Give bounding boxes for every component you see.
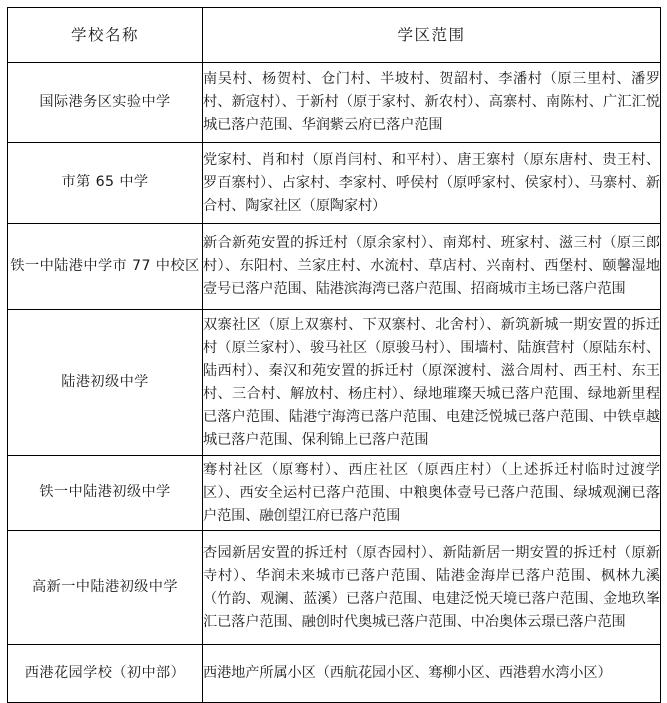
cell-school-name: 铁一中陆港中学市 77 中校区 [8,224,203,310]
cell-school-name: 西港花园学校（初中部） [8,645,203,703]
table-row [8,224,661,310]
cell-zone-range: 双寨社区（原上双寨村、下双寨村、北舍村）、新筑新城一期安置的拆迁村（原兰家村）、骏马社区（原骏马村）、围墙村、陆旗营村（原陆东村、陆西村）、秦汉和苑安置的拆迁村（原深渡村、滋合周村、西王村、东王村、三合村、解放村、杨庄村）、绿地璀璨天城已落户范围、绿地新里程已落户范围、陆港宁海湾已落户范围、电建泛悦城已落户范围、中铁卓越城已落户范围、保利锦上已落户范围 [203,310,661,456]
cell-zone-range: 骞村社区（原骞村）、西庄社区（原西庄村）（上述拆迁村临时过渡学区）、西安全运村已落户范围、中粮奥体壹号已落户范围、绿城观澜已落户范围、融创望江府已落户范围 [203,456,661,531]
table-row [8,531,661,645]
school-zone-table [7,7,661,703]
cell-school-name: 国际港务区实验中学 [8,63,203,143]
table-header-row [8,8,661,63]
table-row [8,63,661,143]
cell-school-name: 高新一中陆港初级中学 [8,531,203,645]
column-header-zone-range: 学区范围 [203,8,661,63]
table-row [8,310,661,456]
cell-zone-range: 杏园新居安置的拆迁村（原杏园村）、新陆新居一期安置的拆迁村（原新寺村）、华润未来城市已落户范围、陆港金海岸已落户范围、枫林九溪（竹韵、观澜、蓝溪）已落户范围、电建泛悦天境已落户范围、金地玖峯汇已落户范围、融创时代奥城已落户范围、中冶奥体云璟已落户范围 [203,531,661,645]
table-header [8,8,661,63]
column-header-school-name: 学校名称 [8,8,203,63]
table-row [8,456,661,531]
cell-school-name: 铁一中陆港初级中学 [8,456,203,531]
cell-school-name: 市第 65 中学 [8,143,203,224]
table-row [8,645,661,703]
table-row [8,143,661,224]
cell-school-name: 陆港初级中学 [8,310,203,456]
cell-zone-range: 南吴村、杨贺村、仓门村、半坡村、贺韶村、李潘村（原三里村、潘罗村、新寇村）、于新村（原于家村、新农村）、高寨村、南陈村、广汇汇悦城已落户范围、华润紫云府已落户范围 [203,63,661,143]
cell-zone-range: 西港地产所属小区（西航花园小区、骞柳小区、西港碧水湾小区） [203,645,661,703]
cell-zone-range: 新合新苑安置的拆迁村（原余家村）、南郑村、班家村、滋三村（原三郎村）、东阳村、兰家庄村、水流村、草店村、兴南村、西堡村、颐馨湿地壹号已落户范围、陆港滨海湾已落户范围、招商城市主场已落户范围 [203,224,661,310]
cell-zone-range: 党家村、肖和村（原肖闫村、和平村）、唐王寨村（原东唐村、贵王村、罗百寨村）、占家村、李家村、呼侯村（原呼家村、侯家村）、马寨村、新合村、陶家社区（原陶家村） [203,143,661,224]
table-body [8,63,661,703]
